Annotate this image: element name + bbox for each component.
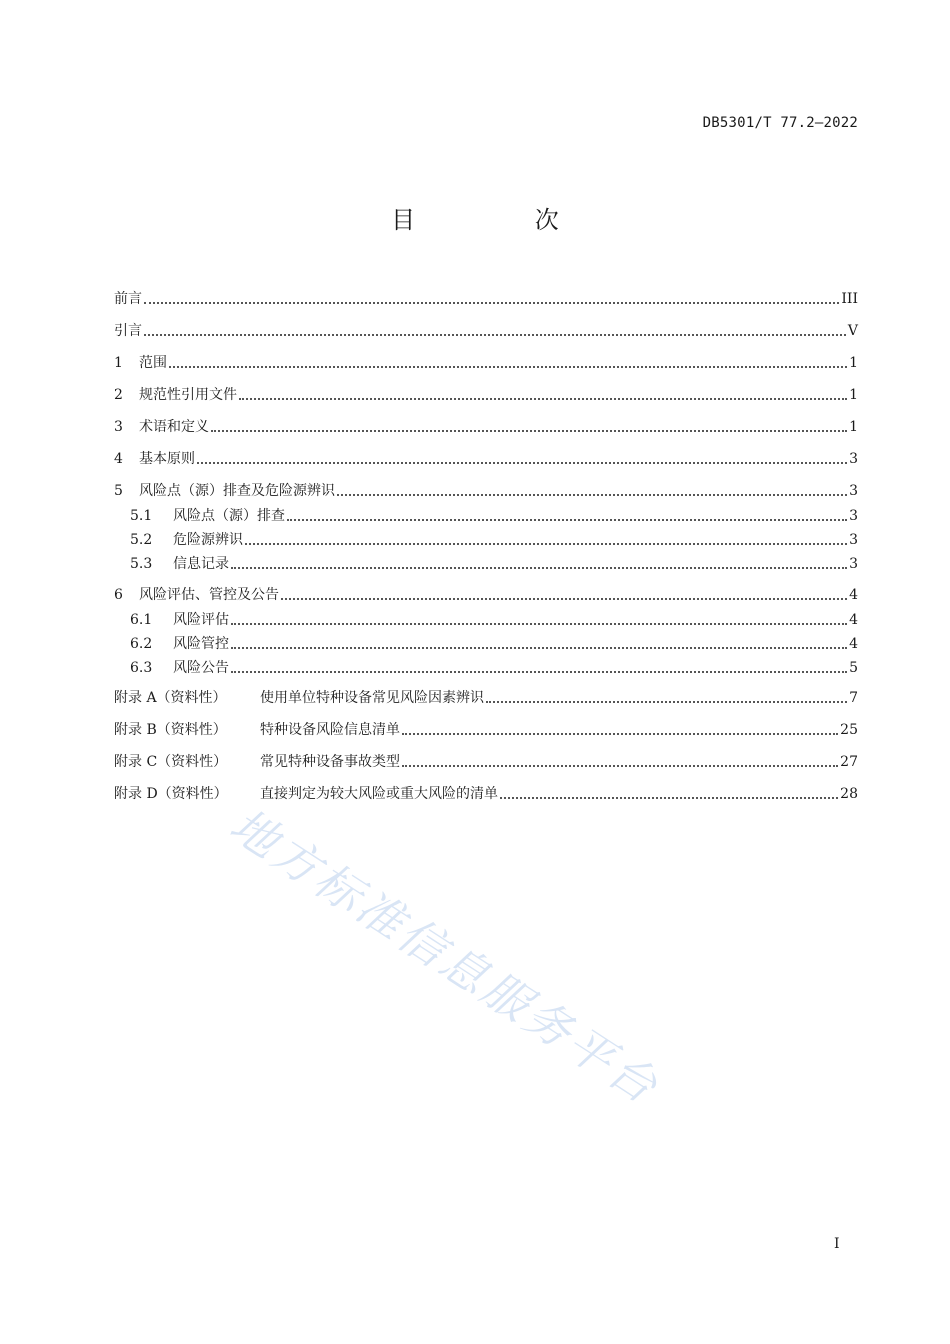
toc-entry-label: 风险公告 bbox=[173, 660, 229, 676]
dot-leader bbox=[197, 462, 847, 464]
toc-entry-number: 附录 B（资料性） bbox=[114, 722, 227, 738]
toc-entry-page: III bbox=[841, 291, 858, 307]
toc-entry-label: 规范性引用文件 bbox=[139, 387, 237, 403]
toc-entry-appendix-b[interactable] bbox=[114, 720, 858, 740]
toc-entry-page: 1 bbox=[849, 355, 858, 371]
toc-entry-appendix-c[interactable] bbox=[114, 752, 858, 772]
toc-entry-number: 附录 C（资料性） bbox=[114, 754, 228, 770]
toc-entry-3[interactable] bbox=[114, 417, 858, 437]
page-number: I bbox=[834, 1236, 840, 1252]
dot-leader bbox=[211, 430, 847, 432]
toc-entry-6-2[interactable] bbox=[130, 634, 858, 654]
toc-entry-page: 3 bbox=[849, 532, 858, 548]
dot-leader bbox=[402, 733, 838, 735]
dot-leader bbox=[169, 366, 847, 368]
dot-leader bbox=[144, 302, 839, 304]
toc-entry-page: 3 bbox=[849, 483, 858, 499]
toc-entry-number: 5.2 bbox=[130, 532, 153, 548]
toc-entry-label: 基本原则 bbox=[139, 451, 195, 467]
document-code: DB5301/T 77.2—2022 bbox=[702, 115, 858, 131]
toc-entry-number: 附录 D（资料性） bbox=[114, 786, 228, 802]
toc-entry-label: 范围 bbox=[139, 355, 167, 371]
toc-entry-label: 直接判定为较大风险或重大风险的清单 bbox=[260, 786, 498, 802]
dot-leader bbox=[231, 623, 847, 625]
watermark: 地方标准信息服务平台 bbox=[220, 797, 670, 1116]
toc-entry-page: 3 bbox=[849, 451, 858, 467]
toc-entry-page: 28 bbox=[840, 786, 858, 802]
toc-entry-number: 附录 A（资料性） bbox=[114, 690, 227, 706]
toc-entry-introduction[interactable] bbox=[114, 321, 858, 341]
toc-entry-number: 6.2 bbox=[130, 636, 153, 652]
toc-entry-4[interactable] bbox=[114, 449, 858, 469]
toc-entry-page: 25 bbox=[840, 722, 858, 738]
toc-entry-number: 3 bbox=[114, 419, 123, 435]
dot-leader bbox=[486, 701, 847, 703]
toc-entry-number: 5.3 bbox=[130, 556, 153, 572]
dot-leader bbox=[281, 598, 847, 600]
dot-leader bbox=[500, 797, 838, 799]
dot-leader bbox=[144, 334, 846, 336]
toc-entry-5-2[interactable] bbox=[130, 530, 858, 550]
toc-entry-page: V bbox=[847, 323, 858, 339]
dot-leader bbox=[231, 671, 847, 673]
toc-entry-label: 风险点（源）排查 bbox=[173, 508, 285, 524]
toc-entry-page: 3 bbox=[849, 556, 858, 572]
toc-entry-appendix-d[interactable] bbox=[114, 784, 858, 804]
toc-entry-number: 1 bbox=[114, 355, 123, 371]
toc-entry-1[interactable] bbox=[114, 353, 858, 373]
toc-entry-appendix-a[interactable] bbox=[114, 688, 858, 708]
toc-entry-page: 4 bbox=[849, 636, 858, 652]
toc-entry-5-3[interactable] bbox=[130, 554, 858, 574]
toc-entry-label: 常见特种设备事故类型 bbox=[260, 754, 400, 770]
toc-entry-page: 1 bbox=[849, 387, 858, 403]
toc-entry-number: 6 bbox=[114, 587, 123, 603]
toc-entry-2[interactable] bbox=[114, 385, 858, 405]
toc-entry-5[interactable] bbox=[114, 481, 858, 501]
toc-entry-6[interactable] bbox=[114, 585, 858, 605]
toc-entry-5-1[interactable] bbox=[130, 506, 858, 526]
toc-entry-label: 风险点（源）排查及危险源辨识 bbox=[139, 483, 335, 499]
toc-entry-label: 风险评估 bbox=[173, 612, 229, 628]
toc-entry-6-3[interactable] bbox=[130, 658, 858, 678]
toc-entry-label: 术语和定义 bbox=[139, 419, 209, 435]
toc-entry-page: 4 bbox=[849, 587, 858, 603]
toc-entry-page: 5 bbox=[849, 660, 858, 676]
toc-entry-label: 信息记录 bbox=[173, 556, 229, 572]
toc-entry-label: 前言 bbox=[114, 291, 142, 307]
toc-entry-number: 5 bbox=[114, 483, 123, 499]
page-title: 目 次 bbox=[391, 206, 615, 234]
toc-entry-label: 引言 bbox=[114, 323, 142, 339]
toc-entry-number: 5.1 bbox=[130, 508, 153, 524]
toc-entry-number: 6.3 bbox=[130, 660, 153, 676]
dot-leader bbox=[239, 398, 847, 400]
dot-leader bbox=[231, 567, 847, 569]
toc-entry-page: 3 bbox=[849, 508, 858, 524]
toc-entry-label: 风险评估、管控及公告 bbox=[139, 587, 279, 603]
dot-leader bbox=[402, 765, 838, 767]
toc-entry-page: 27 bbox=[840, 754, 858, 770]
dot-leader bbox=[231, 647, 847, 649]
dot-leader bbox=[287, 519, 847, 521]
toc-entry-6-1[interactable] bbox=[130, 610, 858, 630]
toc-entry-number: 4 bbox=[114, 451, 123, 467]
toc-entry-number: 6.1 bbox=[130, 612, 153, 628]
toc-entry-page: 1 bbox=[849, 419, 858, 435]
toc-entry-label: 使用单位特种设备常见风险因素辨识 bbox=[260, 690, 484, 706]
dot-leader bbox=[337, 494, 847, 496]
toc-entry-page: 7 bbox=[849, 690, 858, 706]
toc-entry-label: 风险管控 bbox=[173, 636, 229, 652]
toc-entry-label: 危险源辨识 bbox=[173, 532, 243, 548]
toc-entry-page: 4 bbox=[849, 612, 858, 628]
toc-entry-foreword[interactable] bbox=[114, 289, 858, 309]
toc-entry-label: 特种设备风险信息清单 bbox=[260, 722, 400, 738]
toc-entry-number: 2 bbox=[114, 387, 123, 403]
dot-leader bbox=[245, 543, 847, 545]
